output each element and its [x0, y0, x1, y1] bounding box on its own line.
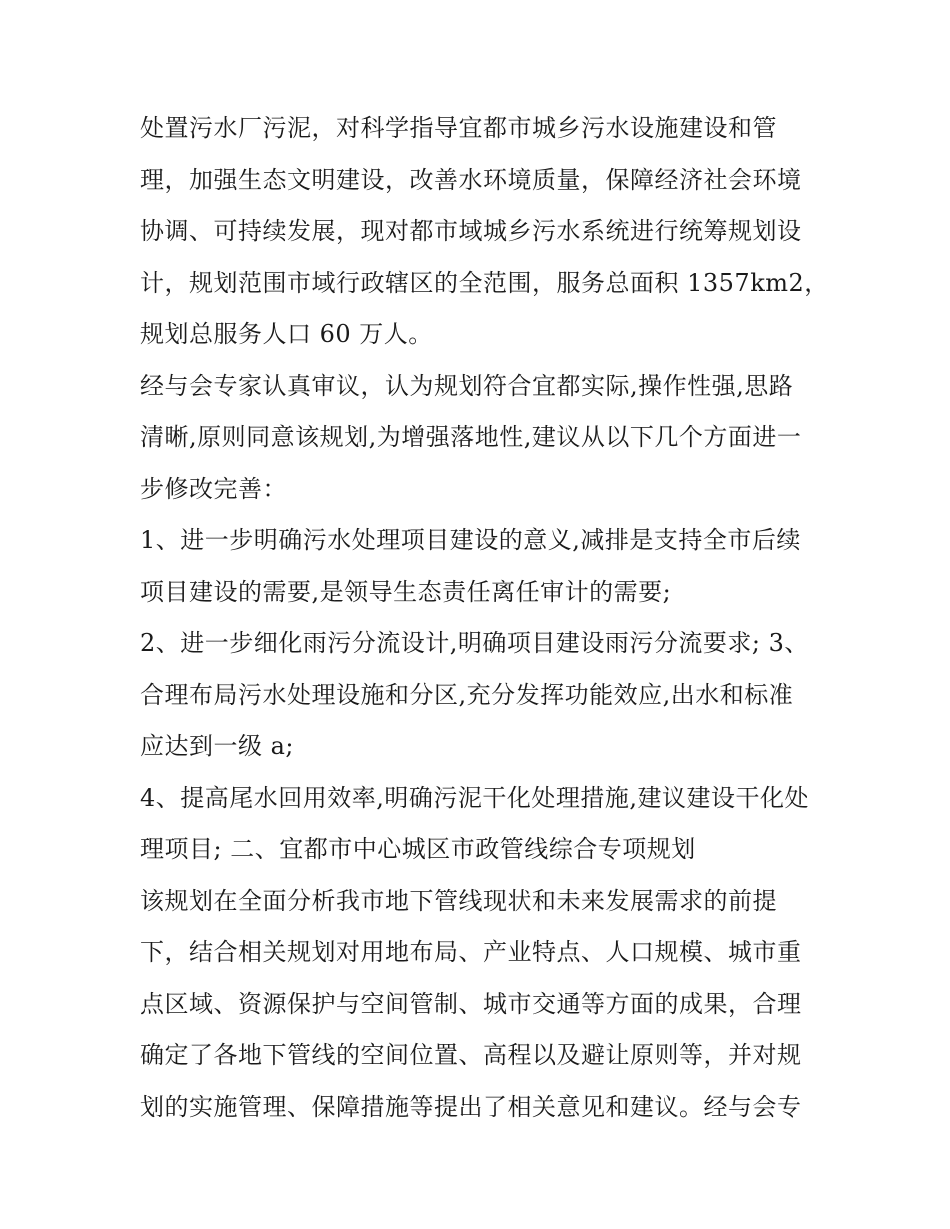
text-line: 处置污水厂污泥，对科学指导宜都市城乡污水设施建设和管 [140, 114, 777, 142]
text-line: 理项目; 二、宜都市中心城区市政管线综合专项规划 [140, 835, 696, 863]
text-line: 理，加强生态文明建设，改善水环境质量，保障经济社会环境 [140, 165, 802, 194]
text-line: 确定了各地下管线的空间位置、高程以及避让原则等，并对规 [140, 1041, 802, 1069]
text-line: 协调、可持续发展，现对都市域城乡污水系统进行统筹规划设 [140, 217, 802, 245]
text-line: 点区域、资源保护与空间管制、城市交通等方面的成果，合理 [140, 989, 802, 1018]
text-line: 下，结合相关规划对用地布局、产业特点、人口规模、城市重 [140, 938, 802, 966]
text-line: 清晰,原则同意该规划,为增强落地性,建议从以下几个方面进一 [140, 423, 802, 451]
text-line: 2、进一步细化雨污分流设计,明确项目建设雨污分流要求; 3、 [140, 629, 809, 657]
text-line: 该规划在全面分析我市地下管线现状和未来发展需求的前提 [140, 886, 777, 915]
body-text [140, 103, 829, 1133]
text-line: 规划总服务人口 60 万人。 [140, 320, 433, 348]
text-line: 步修改完善： [140, 474, 287, 503]
text-line: 项目建设的需要,是领导生态责任离任审计的需要; [140, 577, 672, 606]
text-line: 4、提高尾水回用效率,明确污泥干化处理措施,建议建设干化处 [140, 783, 810, 812]
text-line: 计，规划范围市域行政辖区的全范围，服务总面积 1357km2， [140, 268, 829, 297]
text-line: 合理布局污水处理设施和分区,充分发挥功能效应,出水和标准 [140, 680, 794, 709]
text-line: 应达到一级 a; [140, 732, 295, 760]
text-line: 经与会专家认真审议，认为规划符合宜都实际,操作性强,思路 [140, 371, 794, 400]
text-line: 1、进一步明确污水处理项目建设的意义,减排是支持全市后续 [140, 526, 801, 554]
text-line: 划的实施管理、保障措施等提出了相关意见和建议。经与会专 [140, 1092, 802, 1121]
